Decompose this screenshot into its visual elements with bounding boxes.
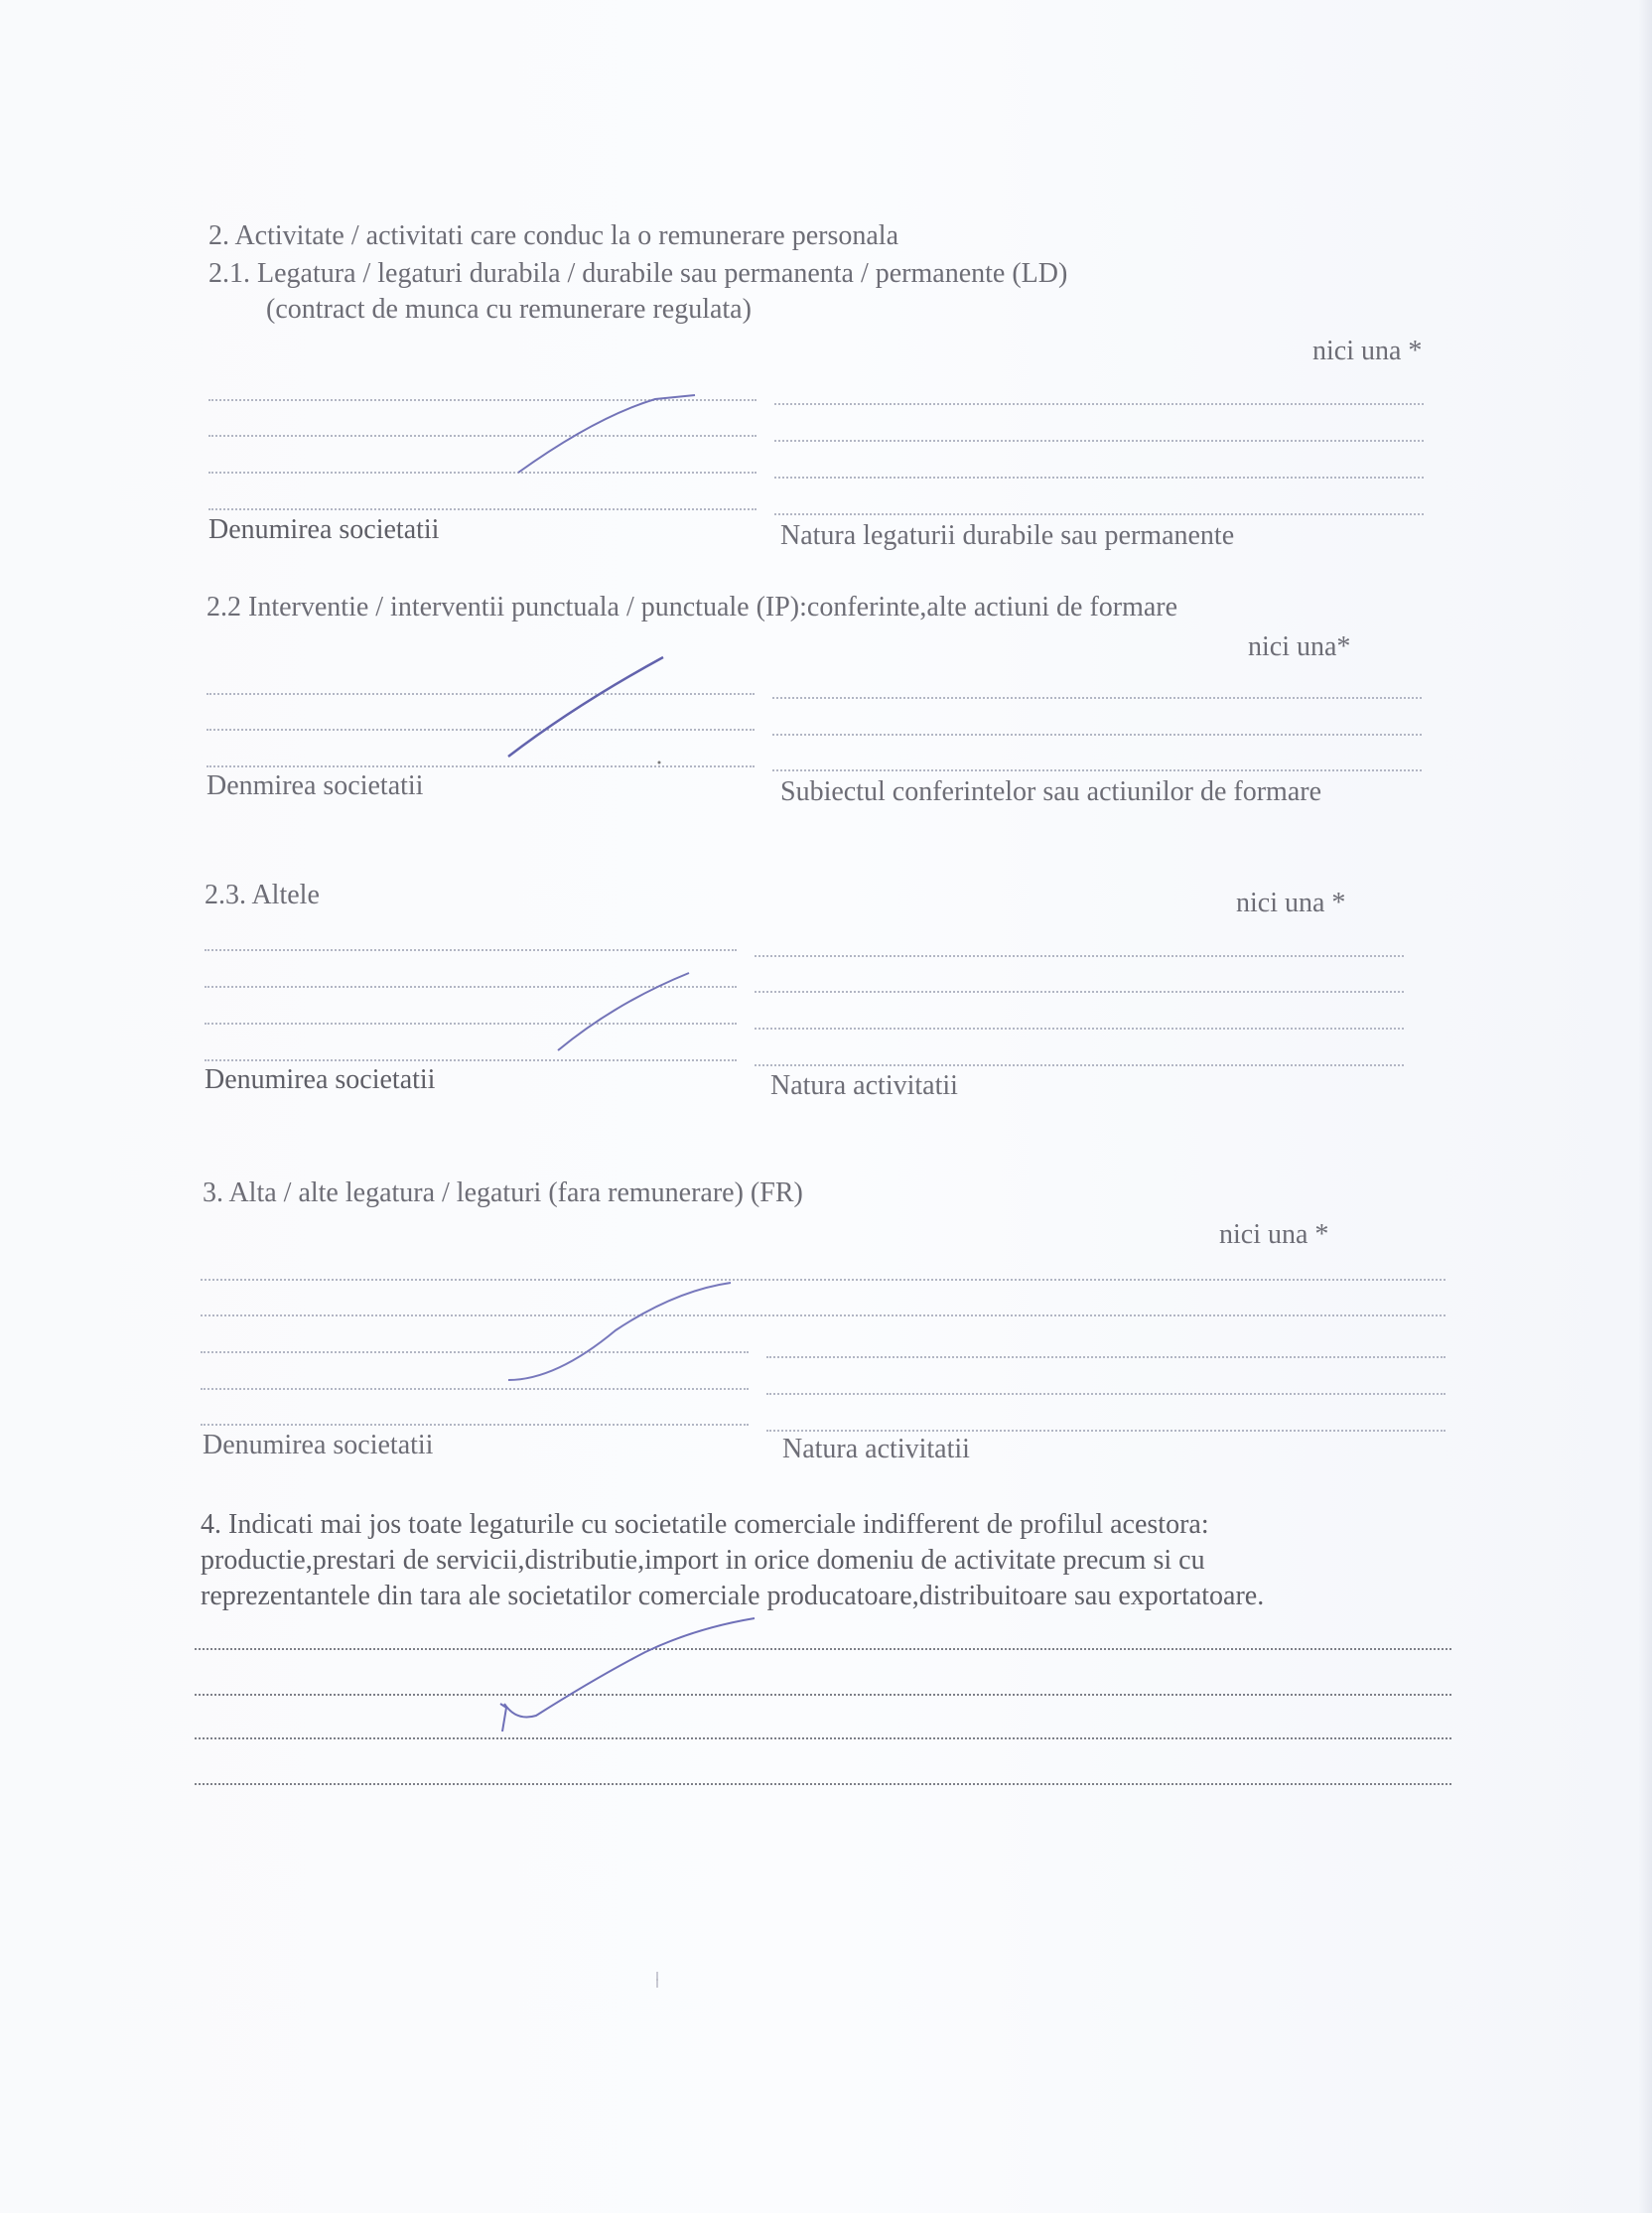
fill-line — [772, 734, 1422, 736]
fill-line — [195, 1783, 1451, 1785]
fill-line — [201, 1351, 749, 1353]
fill-line — [205, 1023, 737, 1025]
fill-line — [772, 769, 1422, 771]
section-4-line-2: productie,prestari de servicii,distributie,import in orice domeniu de activitate precum si cu — [201, 1545, 1205, 1576]
fill-line — [208, 435, 757, 437]
fill-line — [774, 440, 1424, 442]
section-2-2-col-company: Denmirea societatii — [206, 770, 424, 801]
section-4-line-1: 4. Indicati mai jos toate legaturile cu societatile comerciale indifferent de profilul acestora: — [201, 1509, 1209, 1540]
fill-line — [755, 1028, 1404, 1030]
section-3-col-nature: Natura activitatii — [782, 1434, 970, 1464]
section-2-3-col-company: Denumirea societatii — [205, 1064, 436, 1095]
fill-line — [201, 1279, 1446, 1281]
fill-line — [766, 1356, 1446, 1358]
fill-line — [195, 1694, 1451, 1696]
section-2-1-note: (contract de munca cu remunerare regulata) — [266, 294, 752, 325]
fill-line — [774, 513, 1424, 515]
section-2-2-col-subject: Subiectul conferintelor sau actiunilor de formare — [780, 776, 1322, 807]
fill-line — [772, 697, 1422, 699]
section-2-3-title: 2.3. Altele — [205, 880, 320, 910]
section-2-1-title: 2.1. Legatura / legaturi durabila / durabile sau permanenta / permanente (LD) — [208, 258, 1068, 289]
fill-line — [205, 949, 737, 951]
fill-line — [205, 1059, 737, 1061]
section-2-1-none-label: nici una * — [1312, 336, 1423, 366]
fill-line — [195, 1737, 1451, 1739]
fill-line — [206, 729, 755, 731]
section-2-2-none-label: nici una* — [1248, 631, 1351, 662]
fill-line — [774, 403, 1424, 405]
section-2-2-title: 2.2 Interventie / interventii punctuala / punctuale (IP):conferinte,alte actiuni de formare — [206, 592, 1178, 622]
fill-line — [208, 472, 757, 474]
scan-edge-shadow — [1638, 0, 1652, 2213]
section-2-3-col-nature: Natura activitatii — [770, 1070, 958, 1101]
fill-line — [766, 1393, 1446, 1395]
fill-line — [208, 508, 757, 510]
section-2-1-col-company: Denumirea societatii — [208, 514, 440, 545]
section-2-1-col-nature: Natura legaturii durabile sau permanente — [780, 520, 1235, 551]
section-2-heading: 2. Activitate / activitati care conduc la o remunerare personala — [208, 220, 899, 251]
fill-line — [201, 1388, 749, 1390]
fill-line — [755, 991, 1404, 993]
fill-line — [755, 1064, 1404, 1066]
fill-line — [201, 1314, 1446, 1316]
fill-line — [206, 693, 755, 695]
section-3-title: 3. Alta / alte legatura / legaturi (fara remunerare) (FR) — [203, 1177, 803, 1208]
fill-line — [208, 399, 757, 401]
section-2-3-none-label: nici una * — [1236, 888, 1346, 918]
fill-line — [205, 986, 737, 988]
fill-line — [206, 765, 755, 767]
section-3-none-label: nici una * — [1219, 1219, 1329, 1250]
fill-line — [774, 477, 1424, 479]
section-4-line-3: reprezentantele din tara ale societatilor comerciale producatoare,distribuitoare sau exportatoare. — [201, 1581, 1265, 1611]
fill-line — [755, 955, 1404, 957]
fill-line — [195, 1648, 1451, 1650]
fill-line — [201, 1424, 749, 1426]
fill-line — [766, 1430, 1446, 1432]
section-3-col-company: Denumirea societatii — [203, 1430, 434, 1460]
